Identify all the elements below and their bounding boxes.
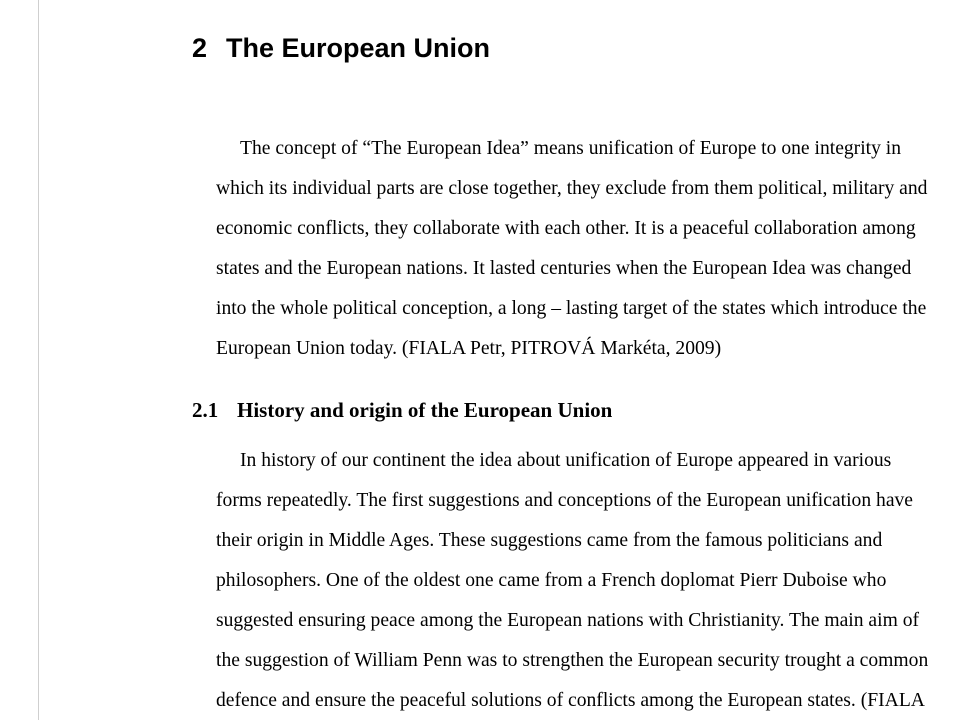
chapter-number: 2 xyxy=(192,33,208,63)
paragraph-history xyxy=(192,441,929,720)
paragraph-line: forms repeatedly. The first suggestions and conceptions of the European unification have xyxy=(216,490,914,511)
paragraph-line: their origin in Middle Ages. These suggestions came from the famous politicians and xyxy=(216,530,883,551)
paragraph-line: European Union today. (FIALA Petr, PITROVÁ Markéta, 2009) xyxy=(216,338,722,359)
chapter-heading xyxy=(192,30,874,66)
page-content xyxy=(192,30,929,711)
chapter-title-text: The European Union xyxy=(226,33,491,63)
paragraph-line: In history of our continent the idea about unification of Europe appeared in various xyxy=(240,450,892,471)
section-number: 2.1 xyxy=(192,398,219,422)
document-page xyxy=(39,0,960,720)
paragraph-european-idea xyxy=(192,129,928,369)
paragraph-line: which its individual parts are close together, they exclude from them political, military and xyxy=(216,178,928,199)
section-title-text: History and origin of the European Union xyxy=(237,398,613,422)
paragraph-line: economic conflicts, they collaborate with each other. It is a peaceful collaboration among xyxy=(216,218,916,239)
section-heading xyxy=(192,390,874,430)
paragraph-line: The concept of “The European Idea” means unification of Europe to one integrity in xyxy=(240,138,902,159)
paragraph-line: states and the European nations. It lasted centuries when the European Idea was changed xyxy=(216,258,912,279)
paragraph-line: the suggestion of William Penn was to strengthen the European security trought a common xyxy=(216,650,929,671)
paragraph-line: suggested ensuring peace among the European nations with Christianity. The main aim of xyxy=(216,610,920,631)
paragraph-line: defence and ensure the peaceful solutions of conflicts among the European states. (FIALA xyxy=(216,690,925,711)
paragraph-line: philosophers. One of the oldest one came from a French doplomat Pierr Duboise who xyxy=(216,570,887,591)
paragraph-line: into the whole political conception, a long – lasting target of the states which introduce the xyxy=(216,298,927,319)
